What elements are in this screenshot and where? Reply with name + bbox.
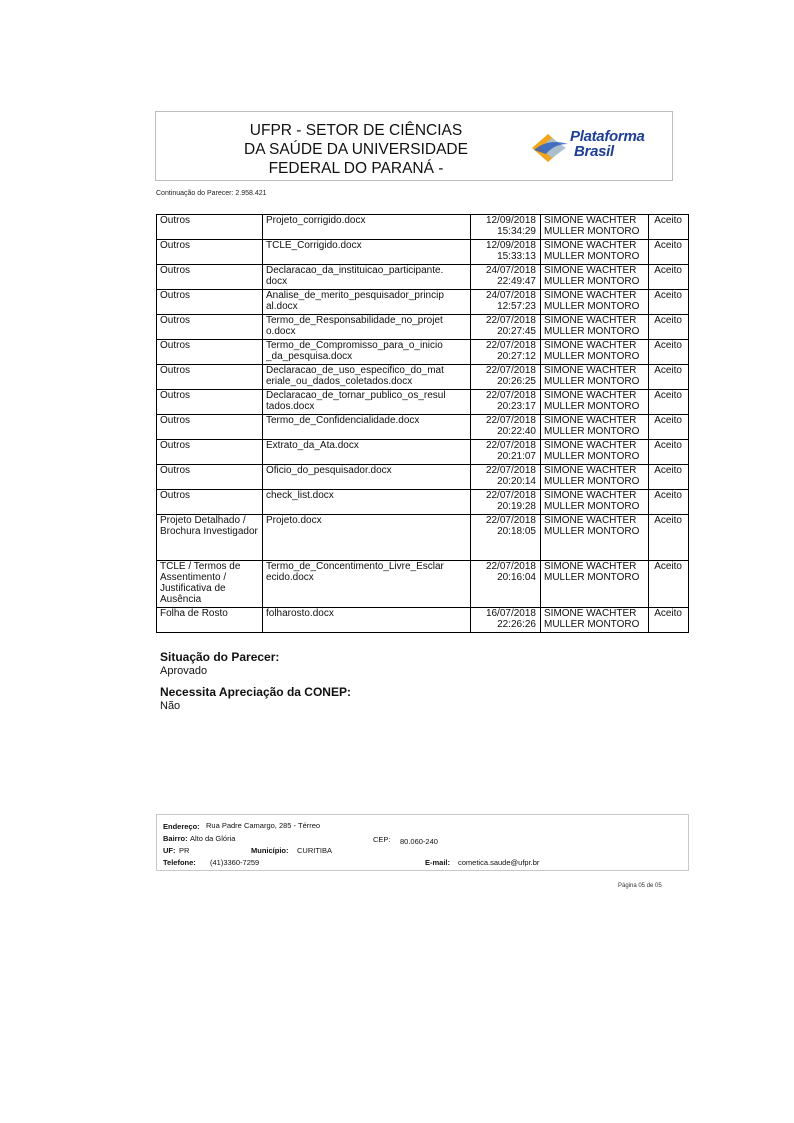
document-file-cell: Termo_de_Compromisso_para_o_inicio _da_pesquisa.docx [263,340,471,365]
diamond-logo-icon [528,130,572,166]
document-author-cell: SIMONE WACHTER MULLER MONTORO [541,265,649,290]
document-file-cell: Declaracao_de_tornar_publico_os_resul tados.docx [263,390,471,415]
document-type-cell: Outros [157,340,263,365]
document-author-cell: SIMONE WACHTER MULLER MONTORO [541,440,649,465]
document-file-cell: Analise_de_merito_pesquisador_princip al.docx [263,290,471,315]
situacao-section [160,650,279,678]
document-status-cell: Aceito [649,465,689,490]
continuation-label: Continuação do Parecer: 2.958.421 [156,190,267,197]
document-file-cell: Extrato_da_Ata.docx [263,440,471,465]
document-row [157,265,689,290]
document-date-cell: 22/07/2018 20:27:45 [471,315,541,340]
page-number: Página 05 de 05 [618,883,662,889]
document-type-cell: Outros [157,490,263,515]
document-row [157,315,689,340]
document-file-cell: folharosto.docx [263,608,471,633]
uf-label: UF: [163,846,176,855]
document-row [157,515,689,561]
document-date-cell: 22/07/2018 20:16:04 [471,561,541,608]
document-date-cell: 22/07/2018 20:19:28 [471,490,541,515]
document-status-cell: Aceito [649,390,689,415]
document-type-cell: Outros [157,265,263,290]
document-author-cell: SIMONE WACHTER MULLER MONTORO [541,215,649,240]
document-row [157,490,689,515]
document-file-cell: Projeto_corrigido.docx [263,215,471,240]
document-type-cell: Outros [157,215,263,240]
document-date-cell: 22/07/2018 20:27:12 [471,340,541,365]
document-status-cell: Aceito [649,240,689,265]
telefone-value: (41)3360-7259 [210,858,260,867]
document-author-cell: SIMONE WACHTER MULLER MONTORO [541,515,649,561]
document-status-cell: Aceito [649,340,689,365]
document-date-cell: 22/07/2018 20:23:17 [471,390,541,415]
document-type-cell: Outros [157,315,263,340]
document-date-cell: 16/07/2018 22:26:26 [471,608,541,633]
document-header [155,111,673,181]
document-status-cell: Aceito [649,290,689,315]
institution-title: UFPR - SETOR DE CIÊNCIAS DA SAÚDE DA UNIVERSIDADE FEDERAL DO PARANÁ - [244,122,468,177]
document-author-cell: SIMONE WACHTER MULLER MONTORO [541,465,649,490]
document-date-cell: 22/07/2018 20:26:25 [471,365,541,390]
document-type-cell: Projeto Detalhado / Brochura Investigador [157,515,263,561]
document-status-cell: Aceito [649,365,689,390]
document-author-cell: SIMONE WACHTER MULLER MONTORO [541,365,649,390]
bairro-label: Bairro: [163,834,188,843]
endereco-value: Rua Padre Camargo, 285 - Térreo [206,821,321,830]
situacao-value: Aprovado [160,665,208,677]
document-type-cell: Outros [157,440,263,465]
document-type-cell: Outros [157,465,263,490]
document-author-cell: SIMONE WACHTER MULLER MONTORO [541,608,649,633]
document-status-cell: Aceito [649,561,689,608]
document-date-cell: 22/07/2018 20:21:07 [471,440,541,465]
cep-label: CEP: [373,835,391,844]
document-row [157,415,689,440]
document-author-cell: SIMONE WACHTER MULLER MONTORO [541,415,649,440]
document-author-cell: SIMONE WACHTER MULLER MONTORO [541,290,649,315]
document-file-cell: Termo_de_Confidencialidade.docx [263,415,471,440]
document-row [157,465,689,490]
document-file-cell: TCLE_Corrigido.docx [263,240,471,265]
document-date-cell: 12/09/2018 15:33:13 [471,240,541,265]
document-date-cell: 22/07/2018 20:20:14 [471,465,541,490]
telefone-label: Telefone: [163,858,196,867]
document-type-cell: Folha de Rosto [157,608,263,633]
document-date-cell: 12/09/2018 15:34:29 [471,215,541,240]
document-author-cell: SIMONE WACHTER MULLER MONTORO [541,240,649,265]
document-file-cell: Projeto.docx [263,515,471,561]
document-row [157,440,689,465]
municipio-label: Município: [251,846,289,855]
document-row [157,608,689,633]
plataforma-brasil-logo: Plataforma Brasil [528,126,668,170]
document-type-cell: Outros [157,365,263,390]
document-type-cell: Outros [157,390,263,415]
document-date-cell: 22/07/2018 20:18:05 [471,515,541,561]
document-status-cell: Aceito [649,490,689,515]
document-file-cell: Declaracao_de_uso_especifico_do_mat eriale_ou_dados_coletados.docx [263,365,471,390]
document-row [157,561,689,608]
conep-label: Necessita Apreciação da CONEP: [160,685,351,699]
document-author-cell: SIMONE WACHTER MULLER MONTORO [541,490,649,515]
document-row [157,365,689,390]
situacao-label: Situação do Parecer: [160,650,280,664]
document-type-cell: TCLE / Termos de Assentimento / Justificativa de Ausência [157,561,263,608]
document-file-cell: Declaracao_da_instituicao_participante. docx [263,265,471,290]
document-row [157,390,689,415]
address-footer [156,814,689,871]
document-row [157,215,689,240]
document-date-cell: 24/07/2018 22:49:47 [471,265,541,290]
document-type-cell: Outros [157,290,263,315]
uf-value: PR [179,846,190,855]
email-label: E-mail: [425,858,451,867]
cep-value: 80.060-240 [400,837,438,846]
document-row [157,240,689,265]
email-value: cometica.saude@ufpr.br [458,858,540,867]
document-date-cell: 22/07/2018 20:22:40 [471,415,541,440]
document-author-cell: SIMONE WACHTER MULLER MONTORO [541,561,649,608]
document-file-cell: Oficio_do_pesquisador.docx [263,465,471,490]
document-author-cell: SIMONE WACHTER MULLER MONTORO [541,340,649,365]
document-file-cell: Termo_de_Responsabilidade_no_projet o.docx [263,315,471,340]
document-status-cell: Aceito [649,515,689,561]
conep-value: Não [160,700,181,712]
document-status-cell: Aceito [649,215,689,240]
documents-table [156,214,689,633]
document-status-cell: Aceito [649,440,689,465]
conep-section [160,685,351,713]
bairro-value: Alto da Glória [190,834,236,843]
document-author-cell: SIMONE WACHTER MULLER MONTORO [541,315,649,340]
document-status-cell: Aceito [649,315,689,340]
document-row [157,290,689,315]
municipio-value: CURITIBA [297,846,333,855]
document-type-cell: Outros [157,240,263,265]
endereco-label: Endereço: [163,822,200,831]
document-file-cell: Termo_de_Concentimento_Livre_Esclar ecido.docx [263,561,471,608]
document-status-cell: Aceito [649,265,689,290]
document-row [157,340,689,365]
document-file-cell: check_list.docx [263,490,471,515]
document-date-cell: 24/07/2018 12:57:23 [471,290,541,315]
document-status-cell: Aceito [649,608,689,633]
document-author-cell: SIMONE WACHTER MULLER MONTORO [541,390,649,415]
document-type-cell: Outros [157,415,263,440]
document-status-cell: Aceito [649,415,689,440]
